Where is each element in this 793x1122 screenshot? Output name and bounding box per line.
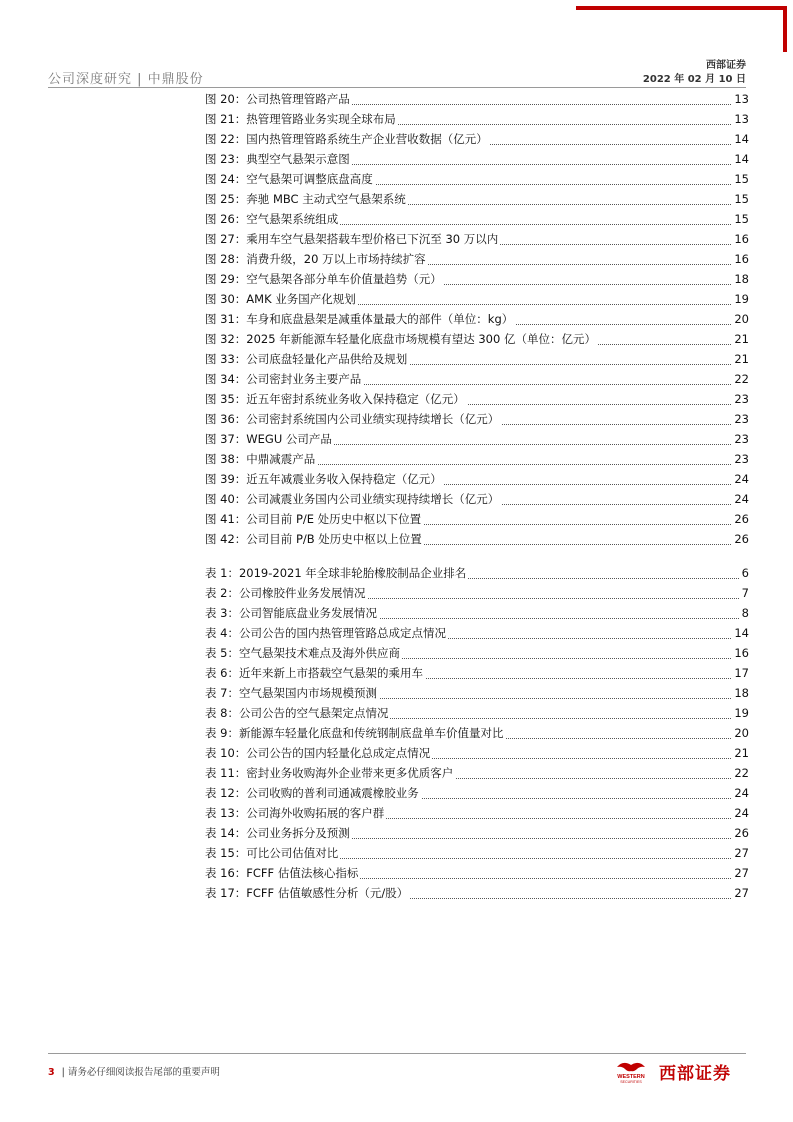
figure-entry[interactable] <box>205 209 749 229</box>
entry-title[interactable]: 表 9：新能源车轻量化底盘和传统钢制底盘单车价值量对比 <box>205 723 505 743</box>
entry-page-number[interactable]: 24 <box>732 489 749 509</box>
entry-title[interactable]: 图 32：2025 年新能源车轻量化底盘市场规模有望达 300 亿（单位：亿元） <box>205 329 598 349</box>
entry-page-number[interactable]: 24 <box>732 783 749 803</box>
entry-page-number[interactable]: 16 <box>732 643 749 663</box>
entry-title[interactable]: 图 42：公司目前 P/B 处历史中枢以上位置 <box>205 529 424 549</box>
entry-title[interactable]: 表 6：近年来新上市搭载空气悬架的乘用车 <box>205 663 425 683</box>
page-number: 3 <box>48 1067 55 1078</box>
figure-entry[interactable] <box>205 529 749 549</box>
entry-title[interactable]: 图 24：空气悬架可调整底盘高度 <box>205 169 375 189</box>
table-entry[interactable] <box>205 643 749 663</box>
figure-entry[interactable] <box>205 489 749 509</box>
logo-en-top: WESTERN <box>617 1074 645 1080</box>
figure-entry[interactable] <box>205 369 749 389</box>
entry-page-number[interactable]: 8 <box>740 603 749 623</box>
entry-title[interactable]: 表 7：空气悬架国内市场规模预测 <box>205 683 379 703</box>
entry-title[interactable]: 图 39：近五年减震业务收入保持稳定（亿元） <box>205 469 444 489</box>
entry-page-number[interactable]: 20 <box>732 309 749 329</box>
figure-entry[interactable] <box>205 389 749 409</box>
entry-page-number[interactable]: 7 <box>740 583 749 603</box>
table-entry[interactable] <box>205 663 749 683</box>
entry-page-number[interactable]: 21 <box>732 329 749 349</box>
entry-page-number[interactable]: 23 <box>732 429 749 449</box>
entry-page-number[interactable]: 13 <box>732 109 749 129</box>
entry-page-number[interactable]: 15 <box>732 209 749 229</box>
table-entry[interactable] <box>205 823 749 843</box>
entry-page-number[interactable]: 23 <box>732 409 749 429</box>
entry-title[interactable]: 表 12：公司收购的普利司通减震橡胶业务 <box>205 783 421 803</box>
entry-title[interactable]: 图 40：公司减震业务国内公司业绩实现持续增长（亿元） <box>205 489 501 509</box>
entry-title[interactable]: 图 27：乘用车空气悬架搭载车型价格已下沉至 30 万以内 <box>205 229 500 249</box>
entry-page-number[interactable]: 6 <box>740 563 749 583</box>
figure-entry[interactable] <box>205 149 749 169</box>
table-entry[interactable] <box>205 763 749 783</box>
figure-entry[interactable] <box>205 109 749 129</box>
logo-brand-text: 西部证券 <box>659 1064 731 1084</box>
table-entry[interactable] <box>205 863 749 883</box>
entry-title[interactable]: 图 35：近五年密封系统业务收入保持稳定（亿元） <box>205 389 467 409</box>
entry-page-number[interactable]: 14 <box>732 149 749 169</box>
figure-entry[interactable] <box>205 249 749 269</box>
table-entry[interactable] <box>205 603 749 623</box>
entry-title[interactable]: 图 20：公司热管理管路产品 <box>205 89 352 109</box>
footer-disclaimer <box>48 1064 220 1078</box>
entry-title[interactable]: 图 38：中鼎减震产品 <box>205 449 317 469</box>
entry-title[interactable]: 表 17：FCFF 估值敏感性分析（元/股） <box>205 883 410 903</box>
entry-title[interactable]: 表 10：公司公告的国内轻量化总成定点情况 <box>205 743 432 763</box>
entry-title[interactable]: 图 21：热管理管路业务实现全球布局 <box>205 109 398 129</box>
entry-title[interactable]: 表 11：密封业务收购海外企业带来更多优质客户 <box>205 763 455 783</box>
entry-title[interactable]: 表 2：公司橡胶件业务发展情况 <box>205 583 367 603</box>
entry-page-number[interactable]: 26 <box>732 509 749 529</box>
entry-page-number[interactable]: 14 <box>732 129 749 149</box>
entry-title[interactable]: 图 29：空气悬架各部分单车价值量趋势（元） <box>205 269 444 289</box>
header-firm-name: 西部证券 <box>706 60 746 71</box>
table-entry[interactable] <box>205 803 749 823</box>
figure-entry[interactable] <box>205 289 749 309</box>
table-entry[interactable] <box>205 743 749 763</box>
entry-page-number[interactable]: 22 <box>732 369 749 389</box>
table-entry[interactable] <box>205 723 749 743</box>
table-entry[interactable] <box>205 563 749 583</box>
entry-page-number[interactable]: 21 <box>732 743 749 763</box>
entry-title[interactable]: 图 31：车身和底盘悬架是减重体量最大的部件（单位：kg） <box>205 309 515 329</box>
entry-page-number[interactable]: 18 <box>732 269 749 289</box>
figure-entry[interactable] <box>205 429 749 449</box>
figure-entry[interactable] <box>205 449 749 469</box>
entry-title[interactable]: 图 23：典型空气悬架示意图 <box>205 149 352 169</box>
entry-page-number[interactable]: 23 <box>732 449 749 469</box>
figure-entry[interactable] <box>205 349 749 369</box>
entry-title[interactable]: 表 4：公司公告的国内热管理管路总成定点情况 <box>205 623 448 643</box>
entry-page-number[interactable]: 17 <box>732 663 749 683</box>
entry-title[interactable]: 表 15：可比公司估值对比 <box>205 843 340 863</box>
report-type-title: 公司深度研究 | 中鼎股份 <box>48 72 204 87</box>
entry-title[interactable]: 图 34：公司密封业务主要产品 <box>205 369 363 389</box>
entry-page-number[interactable]: 16 <box>732 229 749 249</box>
figure-entry[interactable] <box>205 229 749 249</box>
entry-page-number[interactable]: 24 <box>732 803 749 823</box>
entry-title[interactable]: 表 1：2019-2021 年全球非轮胎橡胶制品企业排名 <box>205 563 468 583</box>
entry-title[interactable]: 图 37：WEGU 公司产品 <box>205 429 334 449</box>
table-entry[interactable] <box>205 843 749 863</box>
entry-title[interactable]: 表 14：公司业务拆分及预测 <box>205 823 352 843</box>
figure-entry[interactable] <box>205 129 749 149</box>
entry-title[interactable]: 图 33：公司底盘轻量化产品供给及规划 <box>205 349 409 369</box>
figure-entry[interactable] <box>205 469 749 489</box>
header-corner-accent-top <box>576 6 787 10</box>
entry-title[interactable]: 图 30：AMK 业务国产化规划 <box>205 289 358 309</box>
figure-entry[interactable] <box>205 89 749 109</box>
figure-entry[interactable] <box>205 509 749 529</box>
entry-page-number[interactable]: 26 <box>732 529 749 549</box>
entry-title[interactable]: 表 8：公司公告的空气悬架定点情况 <box>205 703 390 723</box>
logo-en-bottom: SECURITIES <box>620 1080 642 1084</box>
entry-title[interactable]: 表 5：空气悬架技术难点及海外供应商 <box>205 643 402 663</box>
entry-page-number[interactable]: 19 <box>732 703 749 723</box>
company-logo <box>607 1058 747 1084</box>
entry-page-number[interactable]: 27 <box>732 863 749 883</box>
footer-divider <box>48 1053 746 1054</box>
header-corner-accent-side <box>783 6 787 52</box>
entry-page-number[interactable]: 22 <box>732 763 749 783</box>
disclaimer-text: 请务必仔细阅读报告尾部的重要声明 <box>67 1067 220 1078</box>
entry-page-number[interactable]: 16 <box>732 249 749 269</box>
bull-logo-icon <box>607 1058 655 1084</box>
entry-title[interactable]: 表 16：FCFF 估值法核心指标 <box>205 863 360 883</box>
entry-page-number[interactable]: 15 <box>732 169 749 189</box>
table-entry[interactable] <box>205 883 749 903</box>
entry-title[interactable]: 图 26：空气悬架系统组成 <box>205 209 340 229</box>
table-entry[interactable] <box>205 703 749 723</box>
entry-page-number[interactable]: 27 <box>732 883 749 903</box>
entry-title[interactable]: 表 13：公司海外收购拓展的客户群 <box>205 803 386 823</box>
entry-page-number[interactable]: 23 <box>732 389 749 409</box>
entry-page-number[interactable]: 14 <box>732 623 749 643</box>
entry-page-number[interactable]: 15 <box>732 189 749 209</box>
entry-title[interactable]: 表 3：公司智能底盘业务发展情况 <box>205 603 379 623</box>
report-date: 2022 年 02 月 10 日 <box>642 74 746 85</box>
figure-entry[interactable] <box>205 409 749 429</box>
entry-title[interactable]: 图 22：国内热管理管路系统生产企业营收数据（亿元） <box>205 129 490 149</box>
table-entry[interactable] <box>205 623 749 643</box>
header-divider <box>48 87 746 88</box>
entry-page-number[interactable]: 27 <box>732 843 749 863</box>
figure-entry[interactable] <box>205 169 749 189</box>
entry-title[interactable]: 图 36：公司密封系统国内公司业绩实现持续增长（亿元） <box>205 409 501 429</box>
footer-separator: | <box>61 1067 65 1078</box>
table-entry[interactable] <box>205 783 749 803</box>
entry-title[interactable]: 图 41：公司目前 P/E 处历史中枢以下位置 <box>205 509 423 529</box>
figure-entry[interactable] <box>205 269 749 289</box>
entry-page-number[interactable]: 24 <box>732 469 749 489</box>
entry-page-number[interactable]: 19 <box>732 289 749 309</box>
figure-entry[interactable] <box>205 309 749 329</box>
entry-title[interactable]: 图 25：奔驰 MBC 主动式空气悬架系统 <box>205 189 408 209</box>
table-list <box>205 563 749 903</box>
figure-entry[interactable] <box>205 329 749 349</box>
entry-page-number[interactable]: 26 <box>732 823 749 843</box>
entry-page-number[interactable]: 13 <box>732 89 749 109</box>
table-entry[interactable] <box>205 683 749 703</box>
table-entry[interactable] <box>205 583 749 603</box>
figure-entry[interactable] <box>205 189 749 209</box>
entry-page-number[interactable]: 18 <box>732 683 749 703</box>
entry-title[interactable]: 图 28：消费升级，20 万以上市场持续扩容 <box>205 249 428 269</box>
entry-page-number[interactable]: 21 <box>732 349 749 369</box>
figure-list <box>205 89 749 549</box>
entry-page-number[interactable]: 20 <box>732 723 749 743</box>
